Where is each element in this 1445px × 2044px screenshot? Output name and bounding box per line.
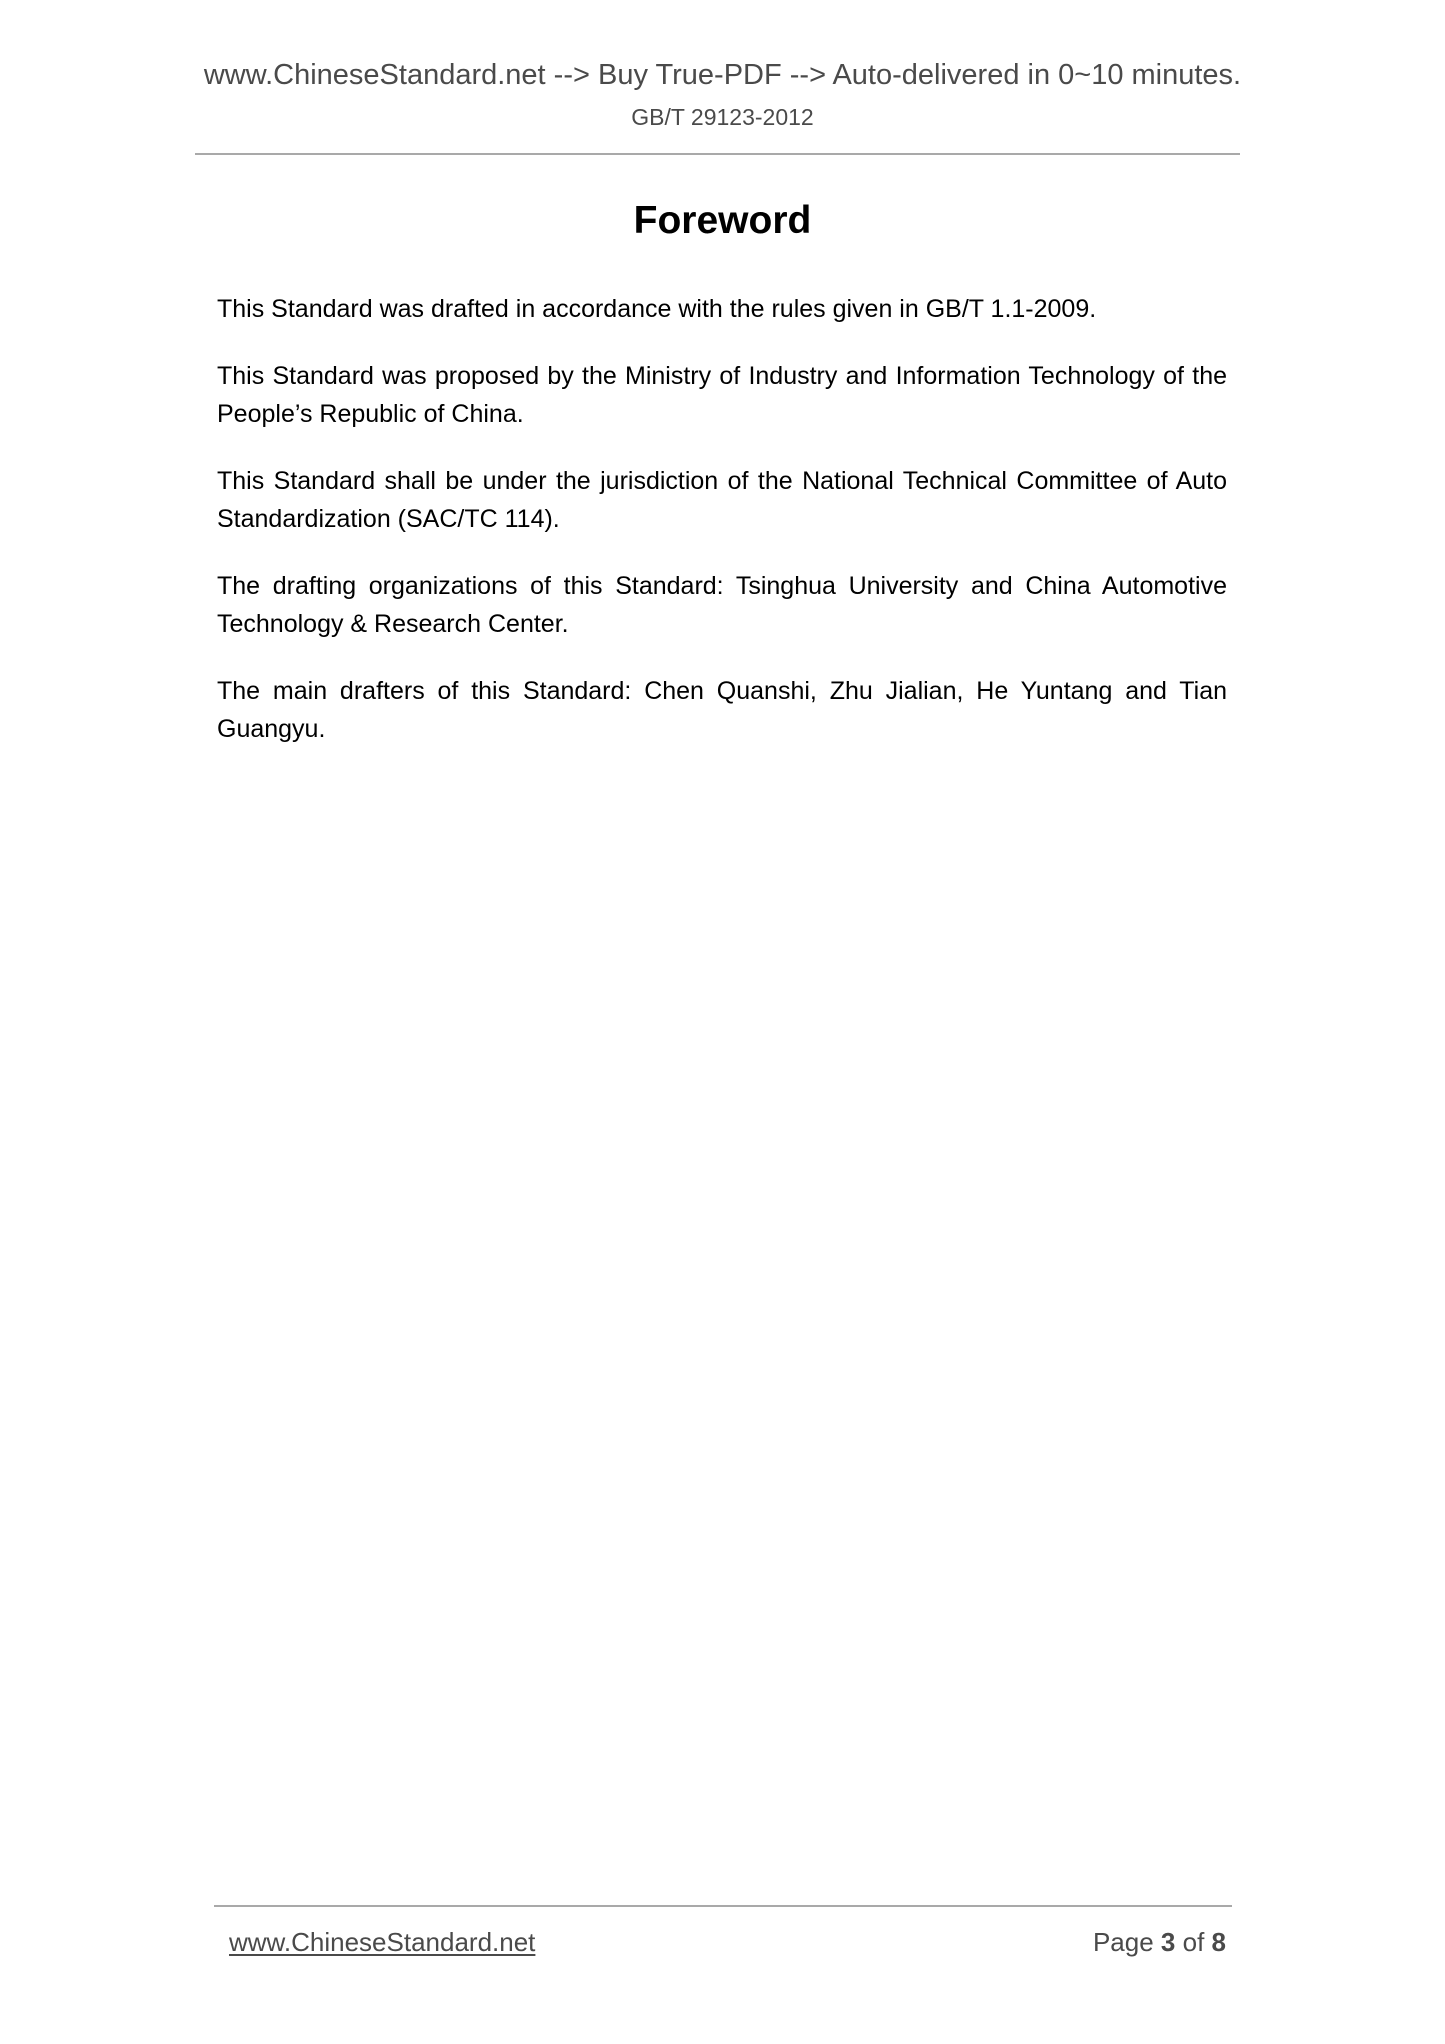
page-title: Foreword xyxy=(633,199,812,242)
header-divider xyxy=(195,153,1240,155)
paragraph-main-drafters: The main drafters of this Standard: Chen Quanshi, Zhu Jialian, He Yuntang and Tian Guangyu. xyxy=(217,677,1227,743)
paragraph-proposer: This Standard was proposed by the Ministry of Industry and Information Technology of the People’s Republic of China. xyxy=(217,362,1227,428)
page-number xyxy=(1093,1926,1226,1958)
footer-website-link[interactable]: www.ChineseStandard.net xyxy=(229,1927,536,1957)
paragraph-jurisdiction: This Standard shall be under the jurisdiction of the National Technical Committee of Auto Standardization (SAC/TC 114). xyxy=(217,467,1227,533)
total-pages: 8 xyxy=(1211,1927,1226,1957)
page-prefix: Page xyxy=(1092,1927,1154,1957)
standard-code: GB/T 29123-2012 xyxy=(631,104,814,130)
foreword-body xyxy=(217,290,1227,777)
footer-divider xyxy=(214,1905,1232,1907)
page-separator: of xyxy=(1182,1927,1205,1957)
current-page: 3 xyxy=(1160,1927,1176,1957)
paragraph-drafting-organizations: The drafting organizations of this Standard: Tsinghua University and China Automotive Technology & Research Center. xyxy=(217,572,1227,638)
header-banner: www.ChineseStandard.net --> Buy True-PDF --> Auto-delivered in 0~10 minutes. xyxy=(203,59,1242,91)
paragraph-drafting-rules: This Standard was drafted in accordance with the rules given in GB/T 1.1-2009. xyxy=(217,295,1097,323)
